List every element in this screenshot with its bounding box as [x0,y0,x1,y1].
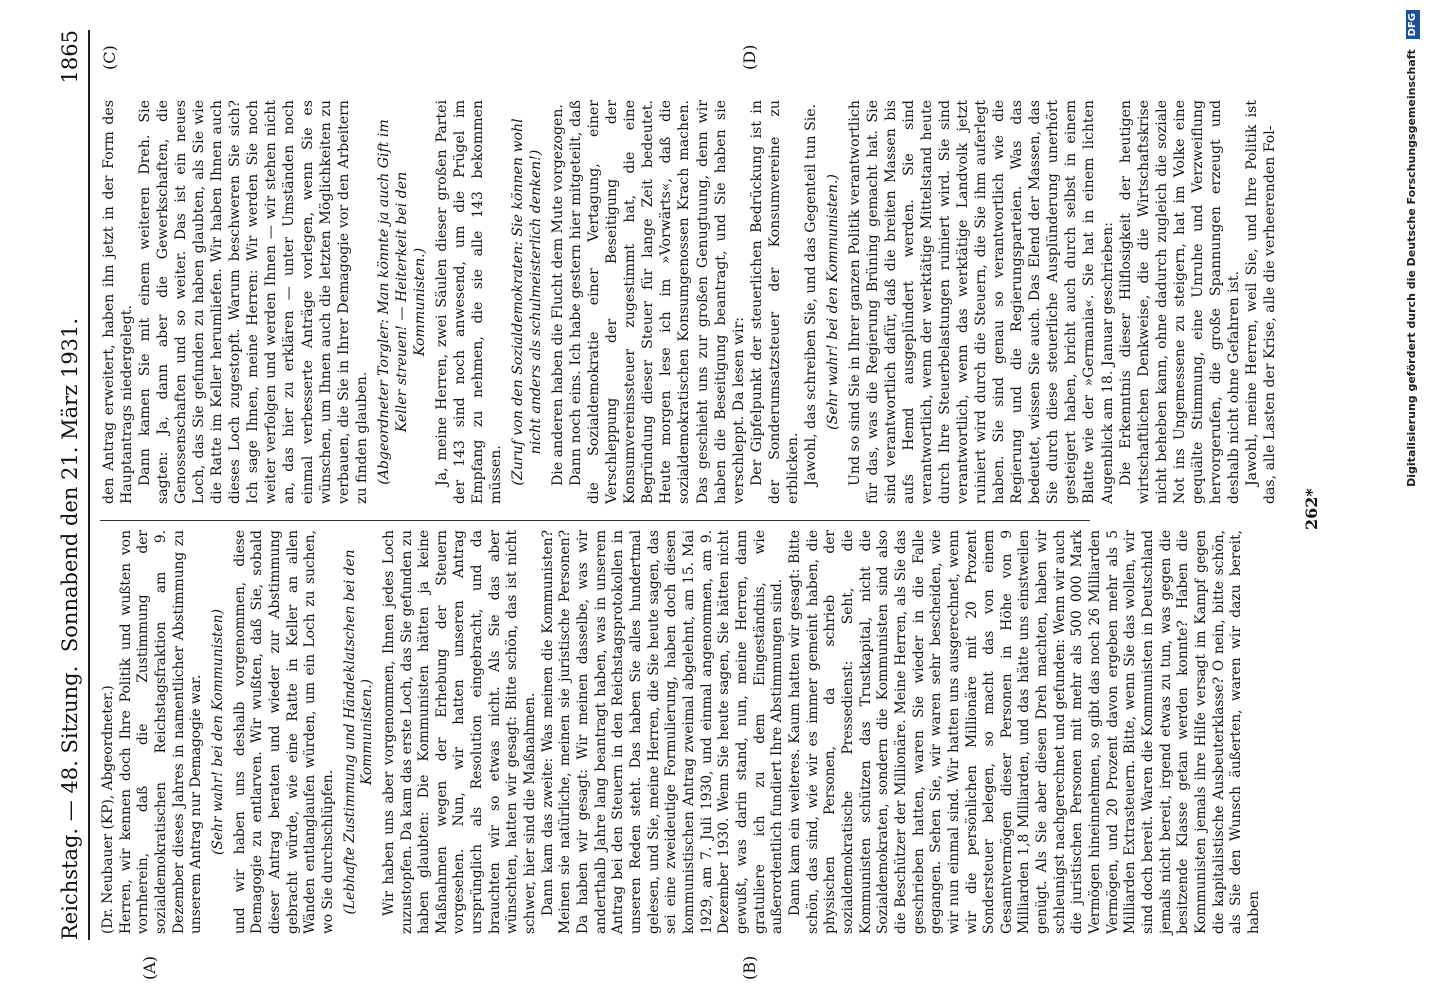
right-text-column [100,100,1279,504]
interjection: (Abgeordneter Torgler: Man könnte ja auch Gift im Keller streuen! — Heiterkeit bei den Kommunisten.) [375,119,428,485]
paragraph: den Antrag erweitert, haben ihn jetzt in der Form des Hauptantrags niedergelegt. [101,100,136,504]
paragraph: Dann kam das zweite: Was meinen die Kommunisten? Meinen sie natürliche, meinen sie juristische Personen? Da haben wir gesagt: Wir meinen dasselbe, was wir anderthalb Jahre lang beantragt haben, was in unserem Antrag bei den Steuern in den Reichstagsprotokollen in unseren Reden steht. Das haben Sie alles hundertmal gelesen, und Sie, meine Herren, die Sie heute sagen, das sei eine zweideutige Formulierung, haben doch diesen kommunistischen Antrag zweimal abgelehnt, am 15. Mai 1929, am 7. Juli 1930, und einmal angenommen, am 9. Dezember 1930. Wenn Sie heute sagen, Sie hätten nicht gewußt, was darin stand, nun, meine Herren, dann gratuliere ich zu dem Eingeständnis, wie außerordentlich fundiert Ihre Abstimmungen sind. [539,530,786,934]
interjection: (Sehr wahr! bei den Kommunisten.) [824,174,841,430]
paragraph: Jawohl, das schreiben Sie, und das Gegenteil tun Sie. [802,103,819,486]
quotation: Der Gipfelpunkt der steuerlichen Bedrückung ist in der Sonderumsatzsteuer der Konsumvereine zu erblicken. [748,100,801,504]
paragraph: und wir haben uns deshalb vorgenommen, diese Demagogie zu entlarven. Wir wußten, daß Sie, sobald dieser Antrag beraten und wieder zur Abstimmung gebracht würde, wie eine Ratte in Keller an allen Wänden entlanglaufen würden, um ein Loch zu suchen, wo Sie durchschlüpfen. [231,530,336,934]
margin-mark-b: (B) [740,955,759,980]
interjection: (Lebhafte Zustimmung und Händeklatschen bei den Kommunisten.) [341,549,376,915]
margin-mark-c: (C) [100,45,119,70]
paragraph: Wir haben uns aber vorgenommen, Ihnen jedes Loch zuzustopfen. Da kam das erste Loch, das Sie gefunden zu haben glaubten: Die Kommunisten hätten ja keine Maßnahmen wegen der Erhebung der Steuern vorgesehen. Nun, wir hatten unseren Antrag ursprünglich als Resolution eingebracht, und da brauchten wir so etwas nicht. Als Sie das aber wünschten, hatten wir gesagt: Bitte schön, das ist nicht schwer, hier sind die Maßnahmen. [380,530,539,934]
left-text-column [100,530,1264,934]
signature-mark: 262* [1302,488,1321,530]
paragraph: Dann kam ein weiteres. Kaum hatten wir gesagt: Bitte schön, das sind, wie wir es immer gemeint haben, die physischen Personen, da schrieb der sozialdemokratische Pressedienst: Seht, die Kommunisten schützen das Trustkapital, nicht die Sozialdemokraten, sondern die Kommunisten sind also die Beschützer der Millionäre. Meine Herren, als Sie das geschrieben hatten, waren Sie wieder in die Falle gegangen. Sehen Sie, wir waren sehr bescheiden, wie wir nun einmal sind. Wir hatten uns ausgerechnet, wenn wir die persönlichen Millionäre mit 20 Prozent Sondersteuer belegen, so macht das von einem Gesamtvermögen dieser Personen in Höhe von 9 Milliarden 1,8 Milliarden, und das hätte uns einstweilen genügt. Als Sie aber diesen Dreh machten, haben wir schleunigst nachgerechnet und gefunden: Wenn wir auch die juristischen Personen mit mehr als 500 000 Mark Vermögen hineinnehmen, so gibt das noch 26 Milliarden Vermögen, und 20 Prozent davon ergeben mehr als 5 Milliarden Extrasteuern. Bitte, wenn Sie das wollen, wir sind doch bereit. Waren die Kommunisten in Deutschland jemals nicht bereit, irgend etwas zu tun, was gegen die besitzende Klasse getan werden konnte? Haben die Kommunisten jemals ihre Hilfe versagt im Kampf gegen die kapitalistische Ausbeuterklasse? O nein, bitte schön, als Sie den Wunsch äußerten, waren wir dazu bereit, haben [786,530,1262,934]
interjection: (Zuruf von den Sozialdemokraten: Sie können wohl nicht anders als schulmeisterlich denken!) [510,118,545,486]
dfg-logo-icon: DFG [1406,10,1420,39]
header-date: Sonnabend den 21. März 1931. [58,317,82,653]
funding-text: Digitalisierung gefördert durch die Deutsche Forschungsgemeinschaft [1405,49,1418,487]
document-page [40,0,1320,1000]
margin-mark-a: (A) [140,955,159,980]
margin-mark-d: (D) [740,44,759,70]
page-header [48,30,90,940]
paragraph: Und so sind Sie in Ihrer ganzen Politik verantwortlich für das, was die Regierung Brüning gemacht hat. Sie sind verantwortlich dafür, daß die breiten Massen bis aufs Hemd ausgeplündert werden. Sie sind verantwortlich, wenn der werktätige Mittelstand heute durch Ihre Steuerbelastungen ruiniert wird. Sie sind verantwortlich, wenn das werktätige Landvolk jetzt ruiniert wird durch die Steuern, die Sie ihm auferlegt haben. Sie sind genau so verantwortlich wie die Regierung und die Regierungsparteien. Was das bedeutet, wissen Sie auch. Das Elend der Massen, das Sie durch diese steuerliche Ausplünderung unerhört gesteigert haben, bricht auch durch selbst in einem Blatte wie der »Germania«. Sie hat in einem lichten Augenblick am 18. Januar geschrieben: [846,100,1116,504]
paragraph: Dann noch eins. Ich habe gestern hier mitgeteilt, daß die Sozialdemokratie einer Vertagung, einer Verschleppung der Beseitigung der Konsumvereinssteuer zugestimmt hat, die eine Begründung dieser Steuer für lange Zeit bedeutet. Heute morgen lese ich im »Vorwärts«, daß die sozialdemokratischen Konsumgenossen Krach machen. Das geschieht uns zur großen Genugtuung, denn wir haben die Beseitigung beantragt, und Sie haben sie verschleppt. Da lesen wir: [568,100,747,504]
column-divider [100,520,1090,521]
header-page-number: 1865 [58,30,82,84]
paragraph: Ja, meine Herren, zwei Säulen dieser großen Partei der 143 sind noch anwesend, um die Prügel im Empfang zu nehmen, die sie alle 143 bekommen müssen. [433,100,504,504]
speaker-line: (Dr. Neubauer (KP), Abgeordneter.) [100,685,116,934]
interjection: (Sehr wahr! bei den Kommunisten) [209,608,226,856]
paragraph: Jawohl, meine Herren, weil Sie, und Ihre Politik ist das, alle Lasten der Krise, alle die verheerenden Fol- [1243,100,1278,504]
paragraph: Dann kamen Sie mit einem weiteren Dreh. Sie sagten: Ja, dann aber die Gewerkschaften, die Genossenschaften und so weiter. Das ist ein neues Loch, das Sie gefunden zu haben glaubten, als Sie wie die Ratte im Keller herumliefen. Wir haben Ihnen auch dieses Loch zugestopft. Warum beschweren Sie sich? Ich sage Ihnen, meine Herren: Wir werden Sie noch weiter verfolgen und werden Ihnen — wir stehen nicht an, das hier zu erklären — unter Umständen noch einmal verbesserte Anträge vorlegen, wenn Sie es wünschen, um Ihnen auch die letzten Möglichkeiten zu verbauen, die Sie in Ihrer Demagogie vor den Arbeitern zu finden glauben. [137,100,370,504]
paragraph: Die anderen haben die Flucht dem Mute vorgezogen. [550,104,567,486]
dfg-funding-caption [1396,10,1428,990]
paragraph: Herren, wir kennen doch Ihre Politik und wußten von vornherein, daß die Zustimmung der sozialdemokratischen Reichstagsfraktion am 9. Dezember dieses Jahres in namentlicher Abstimmung zu unserem Antrag nur Demagogie war. [117,530,205,934]
quotation: Die Erkenntnis dieser Hilflosigkeit der heutigen wirtschaftlichen Denkweise, die die Wirtschaftskrise nicht beheben kann, ohne dadurch zugleich die soziale Not ins Ungemessene zu steigern, hat im Volke eine gequälte Stimmung, eine Unruhe und Verzweiflung hervorgerufen, die große Spannungen erzeugt und deshalb nicht ohne Gefahren ist. [1117,100,1242,504]
header-session: Reichstag. — 48. Sitzung. [58,665,82,940]
